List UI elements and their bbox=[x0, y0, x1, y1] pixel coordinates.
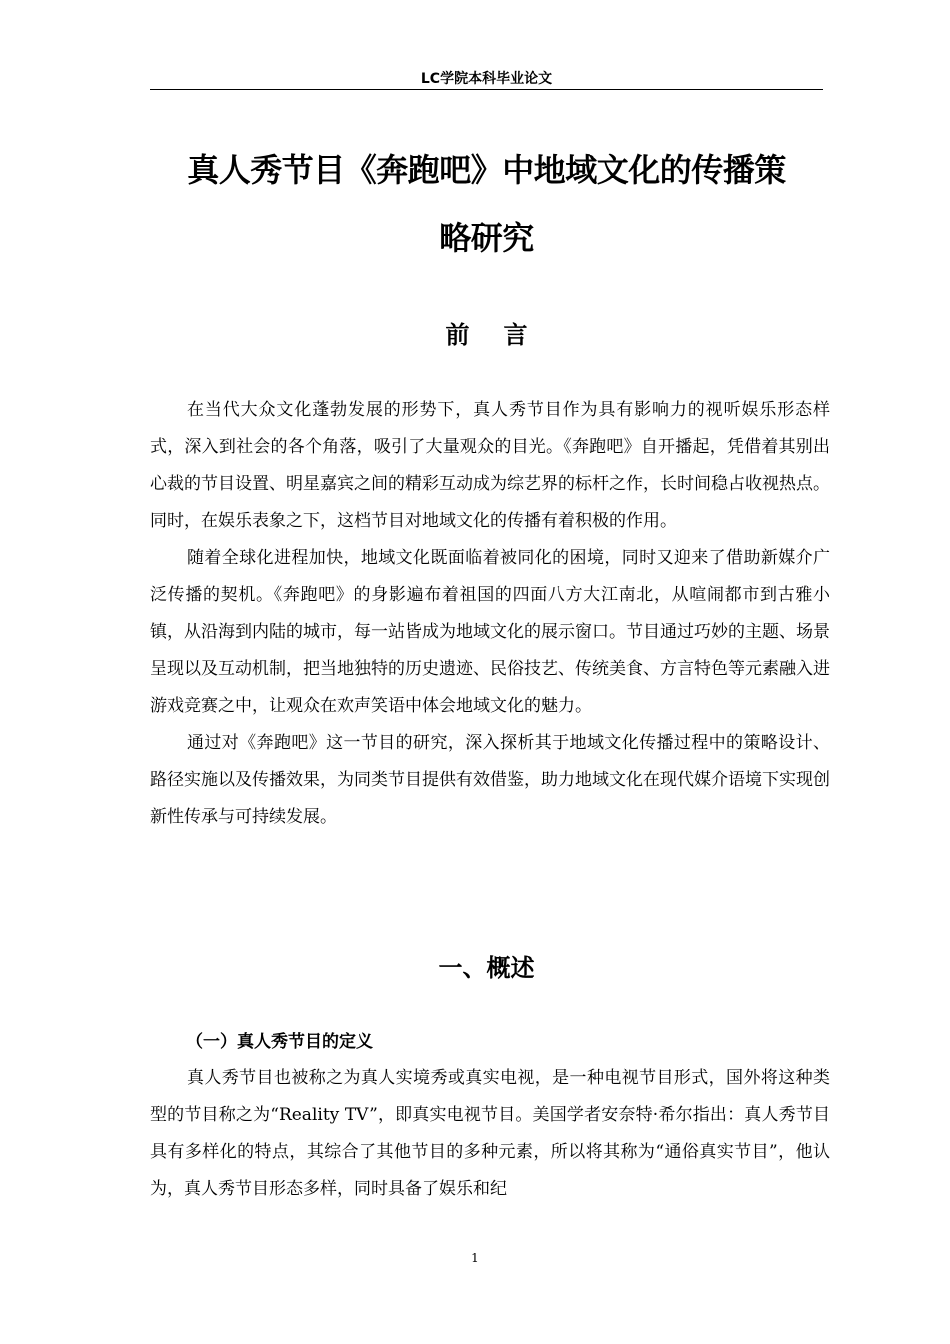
running-header: LC学院本科毕业论文 bbox=[420, 71, 553, 87]
preface-heading-char-2: 言 bbox=[503, 321, 528, 349]
header-rule bbox=[150, 89, 823, 90]
preface-paragraph-1: 在当代大众文化蓬勃发展的形势下，真人秀节目作为具有影响力的视听娱乐形态样式，深入到社会的各个角落，吸引了大量观众的目光。《奔跑吧》自开播起，凭借着其别出心裁的节目设置、明星嘉宾之间的精彩互动成为综艺界的标杆之作，长时间稳占收视热点。同时，在娱乐表象之下，这档节目对地域文化的传播有着积极的作用。 bbox=[150, 400, 830, 531]
page-number: 1 bbox=[471, 1251, 479, 1265]
preface-paragraph-3: 通过对《奔跑吧》这一节目的研究，深入探析其于地域文化传播过程中的策略设计、路径实施以及传播效果，为同类节目提供有效借鉴，助力地域文化在现代媒介语境下实现创新性传承与可持续发展。 bbox=[150, 733, 830, 827]
paper-title-line-2: 略研究 bbox=[439, 219, 534, 257]
preface-heading bbox=[150, 320, 823, 350]
definition-body bbox=[150, 1060, 830, 1208]
overview-heading: 一、概述 bbox=[438, 954, 535, 982]
paper-title bbox=[150, 136, 823, 272]
subsection-heading-definition: （一）真人秀节目的定义 bbox=[186, 1032, 373, 1052]
preface-heading-char-1: 前 bbox=[445, 321, 470, 349]
preface-paragraph-2: 随着全球化进程加快，地域文化既面临着被同化的困境，同时又迎来了借助新媒介广泛传播的契机。《奔跑吧》的身影遍布着祖国的四面八方大江南北，从喧闹都市到古雅小镇，从沿海到内陆的城市，每一站皆成为地域文化的展示窗口。节目通过巧妙的主题、场景呈现以及互动机制，把当地独特的历史遗迹、民俗技艺、传统美食、方言特色等元素融入进游戏竞赛之中，让观众在欢声笑语中体会地域文化的魅力。 bbox=[150, 548, 830, 716]
preface-body bbox=[150, 392, 830, 836]
definition-paragraph: 真人秀节目也被称之为真人实境秀或真实电视，是一种电视节目形式，国外将这种类型的节目称之为“Reality TV”，即真实电视节目。美国学者安奈特·希尔指出：真人秀节目具有多样化的特点，其综合了其他节目的多种元素，所以将其称为“通俗真实节目”，他认为，真人秀节目形态多样，同时具备了娱乐和纪 bbox=[150, 1068, 830, 1199]
paper-title-line-1: 真人秀节目《奔跑吧》中地域文化的传播策 bbox=[187, 151, 786, 189]
